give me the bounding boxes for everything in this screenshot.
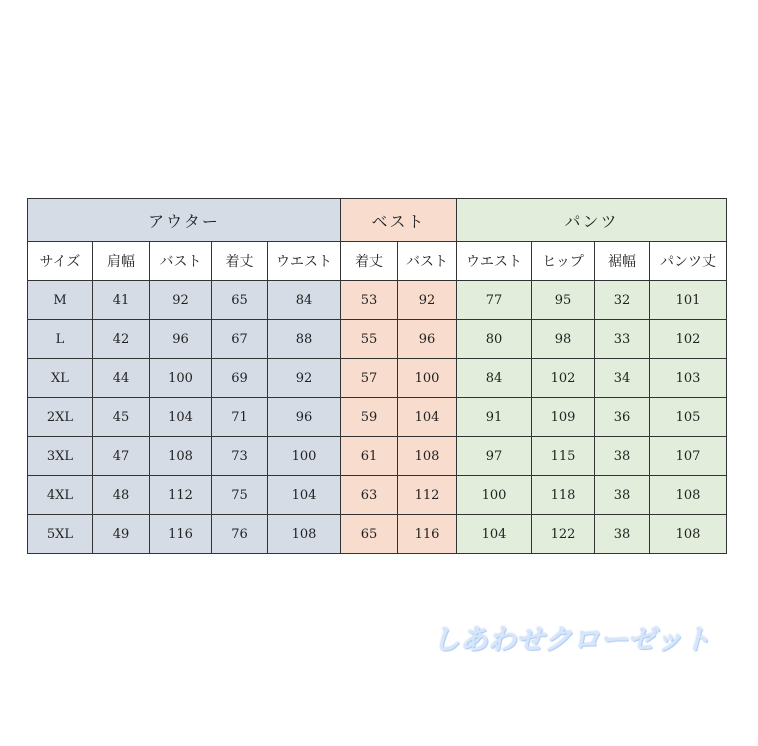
col-header-size: サイズ bbox=[28, 242, 93, 281]
measurement-cell: 96 bbox=[268, 398, 341, 437]
size-label-cell: 3XL bbox=[28, 437, 93, 476]
measurement-cell: 100 bbox=[150, 359, 212, 398]
size-label-cell: 2XL bbox=[28, 398, 93, 437]
group-outer-header: アウター bbox=[28, 199, 341, 242]
measurement-cell: 63 bbox=[341, 476, 398, 515]
measurement-cell: 115 bbox=[532, 437, 595, 476]
measurement-cell: 103 bbox=[650, 359, 727, 398]
shop-watermark: しあわせクローゼット bbox=[432, 623, 711, 656]
col-header-hip: ヒップ bbox=[532, 242, 595, 281]
measurement-cell: 122 bbox=[532, 515, 595, 554]
measurement-cell: 104 bbox=[268, 476, 341, 515]
table-row bbox=[28, 437, 727, 476]
measurement-cell: 108 bbox=[650, 515, 727, 554]
measurement-cell: 80 bbox=[457, 320, 532, 359]
measurement-cell: 67 bbox=[212, 320, 268, 359]
measurement-cell: 42 bbox=[93, 320, 150, 359]
size-label-cell: L bbox=[28, 320, 93, 359]
measurement-cell: 100 bbox=[398, 359, 457, 398]
measurement-cell: 112 bbox=[150, 476, 212, 515]
measurement-cell: 53 bbox=[341, 281, 398, 320]
measurement-cell: 96 bbox=[398, 320, 457, 359]
table-row bbox=[28, 281, 727, 320]
measurement-cell: 84 bbox=[457, 359, 532, 398]
measurement-cell: 47 bbox=[93, 437, 150, 476]
size-label-cell: M bbox=[28, 281, 93, 320]
group-vest-header: ベスト bbox=[341, 199, 457, 242]
table-row bbox=[28, 398, 727, 437]
measurement-cell: 98 bbox=[532, 320, 595, 359]
measurement-cell: 102 bbox=[650, 320, 727, 359]
measurement-cell: 76 bbox=[212, 515, 268, 554]
measurement-cell: 116 bbox=[398, 515, 457, 554]
measurement-cell: 36 bbox=[595, 398, 650, 437]
measurement-cell: 88 bbox=[268, 320, 341, 359]
measurement-cell: 96 bbox=[150, 320, 212, 359]
col-header-length: 着丈 bbox=[212, 242, 268, 281]
measurement-cell: 33 bbox=[595, 320, 650, 359]
table-row bbox=[28, 320, 727, 359]
measurement-cell: 100 bbox=[457, 476, 532, 515]
measurement-cell: 104 bbox=[398, 398, 457, 437]
measurement-cell: 73 bbox=[212, 437, 268, 476]
table-row bbox=[28, 359, 727, 398]
measurement-cell: 100 bbox=[268, 437, 341, 476]
col-header-pants-length: パンツ丈 bbox=[650, 242, 727, 281]
measurement-cell: 109 bbox=[532, 398, 595, 437]
column-header-row bbox=[28, 242, 727, 281]
measurement-cell: 45 bbox=[93, 398, 150, 437]
measurement-cell: 118 bbox=[532, 476, 595, 515]
col-header-waist: ウエスト bbox=[268, 242, 341, 281]
measurement-cell: 97 bbox=[457, 437, 532, 476]
measurement-cell: 108 bbox=[650, 476, 727, 515]
measurement-cell: 65 bbox=[341, 515, 398, 554]
measurement-cell: 44 bbox=[93, 359, 150, 398]
measurement-cell: 69 bbox=[212, 359, 268, 398]
measurement-cell: 104 bbox=[150, 398, 212, 437]
measurement-cell: 104 bbox=[457, 515, 532, 554]
measurement-cell: 77 bbox=[457, 281, 532, 320]
table-row bbox=[28, 515, 727, 554]
group-pants-header: パンツ bbox=[457, 199, 727, 242]
measurement-cell: 34 bbox=[595, 359, 650, 398]
measurement-cell: 48 bbox=[93, 476, 150, 515]
measurement-cell: 38 bbox=[595, 476, 650, 515]
measurement-cell: 92 bbox=[398, 281, 457, 320]
measurement-cell: 102 bbox=[532, 359, 595, 398]
measurement-cell: 59 bbox=[341, 398, 398, 437]
group-header-row bbox=[28, 199, 727, 242]
col-header-bust: バスト bbox=[150, 242, 212, 281]
measurement-cell: 116 bbox=[150, 515, 212, 554]
measurement-cell: 71 bbox=[212, 398, 268, 437]
measurement-cell: 84 bbox=[268, 281, 341, 320]
measurement-cell: 108 bbox=[268, 515, 341, 554]
col-header-shoulder: 肩幅 bbox=[93, 242, 150, 281]
measurement-cell: 101 bbox=[650, 281, 727, 320]
measurement-cell: 38 bbox=[595, 437, 650, 476]
measurement-cell: 95 bbox=[532, 281, 595, 320]
measurement-cell: 57 bbox=[341, 359, 398, 398]
size-label-cell: 5XL bbox=[28, 515, 93, 554]
col-header-vest-length: 着丈 bbox=[341, 242, 398, 281]
size-label-cell: XL bbox=[28, 359, 93, 398]
measurement-cell: 32 bbox=[595, 281, 650, 320]
measurement-cell: 49 bbox=[93, 515, 150, 554]
measurement-cell: 92 bbox=[268, 359, 341, 398]
measurement-cell: 55 bbox=[341, 320, 398, 359]
size-label-cell: 4XL bbox=[28, 476, 93, 515]
size-chart-table bbox=[27, 198, 727, 554]
table-row bbox=[28, 476, 727, 515]
measurement-cell: 105 bbox=[650, 398, 727, 437]
measurement-cell: 41 bbox=[93, 281, 150, 320]
measurement-cell: 92 bbox=[150, 281, 212, 320]
measurement-cell: 108 bbox=[398, 437, 457, 476]
measurement-cell: 91 bbox=[457, 398, 532, 437]
col-header-pants-waist: ウエスト bbox=[457, 242, 532, 281]
col-header-vest-bust: バスト bbox=[398, 242, 457, 281]
measurement-cell: 112 bbox=[398, 476, 457, 515]
measurement-cell: 108 bbox=[150, 437, 212, 476]
measurement-cell: 65 bbox=[212, 281, 268, 320]
measurement-cell: 61 bbox=[341, 437, 398, 476]
measurement-cell: 75 bbox=[212, 476, 268, 515]
measurement-cell: 38 bbox=[595, 515, 650, 554]
col-header-hem-width: 裾幅 bbox=[595, 242, 650, 281]
measurement-cell: 107 bbox=[650, 437, 727, 476]
